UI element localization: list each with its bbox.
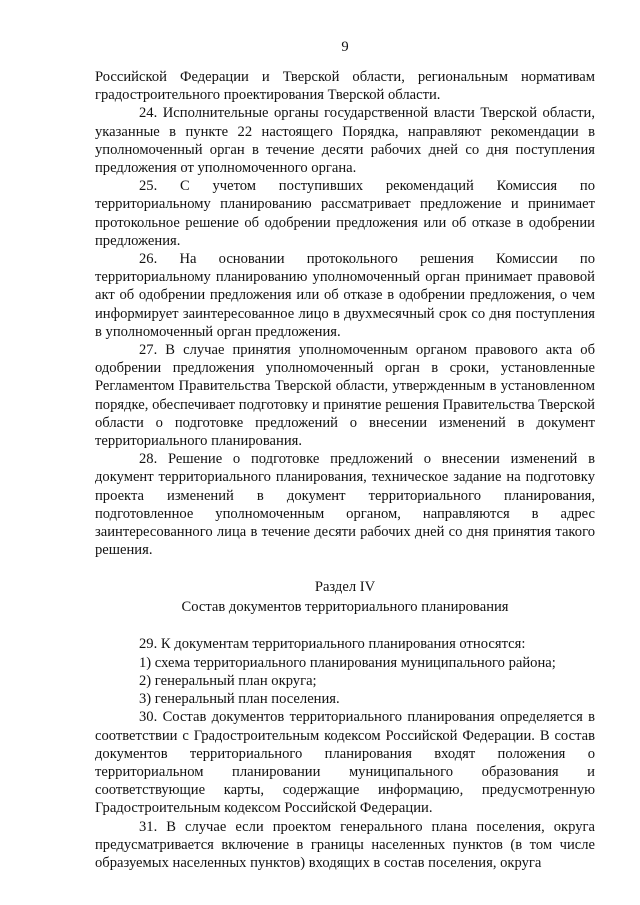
list-item-3: 3) генеральный план поселения. [139,691,340,708]
paragraph-30: 30. Состав документов территориального планирования определяется в соответствии с Градостроительным кодексом Российской Федерации. В состав документов территориального планирования входят положения о территориальном планировании муниципального образования и соответствующие карты, содержащие информацию, предусмотренную Градостроительным кодексом Российской Федерации. [95,709,595,817]
paragraph-29-intro: 29. К документам территориального планирования относятся: [139,636,526,653]
paragraph-23-continuation: Российской Федерации и Тверской области, региональным нормативам градостроительного проектирования Тверской области. [95,69,595,104]
section-title: Состав документов территориального планирования [181,599,509,616]
document-page [95,38,595,872]
paragraph-26: 26. На основании протокольного решения Комиссии по территориальному планированию уполномоченный орган принимает правовой акт об одобрении предложения или об отказе в одобрении предложения, о чем информирует заинтересованное лицо в двухмесячный срок со дня поступления в уполномоченный орган предложения. [95,251,595,340]
paragraph-25: 25. С учетом поступивших рекомендаций Комиссия по территориальному планированию рассматривает предложение и принимает протокольное решение об одобрении предложения или об отказе в одобрении предложения. [95,178,595,249]
paragraph-27: 27. В случае принятия уполномоченным органом правового акта об одобрении предложения уполномоченный орган в сроки, установленные Регламентом Правительства Тверской области, утвержденным в установленном порядке, обеспечивает подготовку и принятие решения Правительства Тверской области о подготовке предложений о внесении изменений в документ территориального планирования. [95,342,595,450]
paragraph-31: 31. В случае если проектом генерального плана поселения, округа предусматривается включение в границы населенных пунктов (в том числе образуемых населенных пунктов) входящих в состав поселения, округа [95,818,595,871]
section-number: Раздел IV [314,579,376,596]
list-item-2: 2) генеральный план округа; [139,672,317,689]
list-item-1: 1) схема территориального планирования муниципального района; [139,654,556,671]
paragraph-28: 28. Решение о подготовке предложений о внесении изменений в документ территориального планирования, техническое задание на подготовку проекта изменений в документ территориального планирования, подготовленное уполномоченным органом, направляются в адрес заинтересованного лица в течение десяти рабочих дней со дня принятия такого решения. [95,451,595,559]
paragraph-24: 24. Исполнительные органы государственной власти Тверской области, указанные в пункте 22 настоящего Порядка, направляют рекомендации в уполномоченный орган в течение десяти рабочих дней со дня поступления предложения от уполномоченного органа. [95,105,595,177]
page-number: 9 [341,39,349,55]
